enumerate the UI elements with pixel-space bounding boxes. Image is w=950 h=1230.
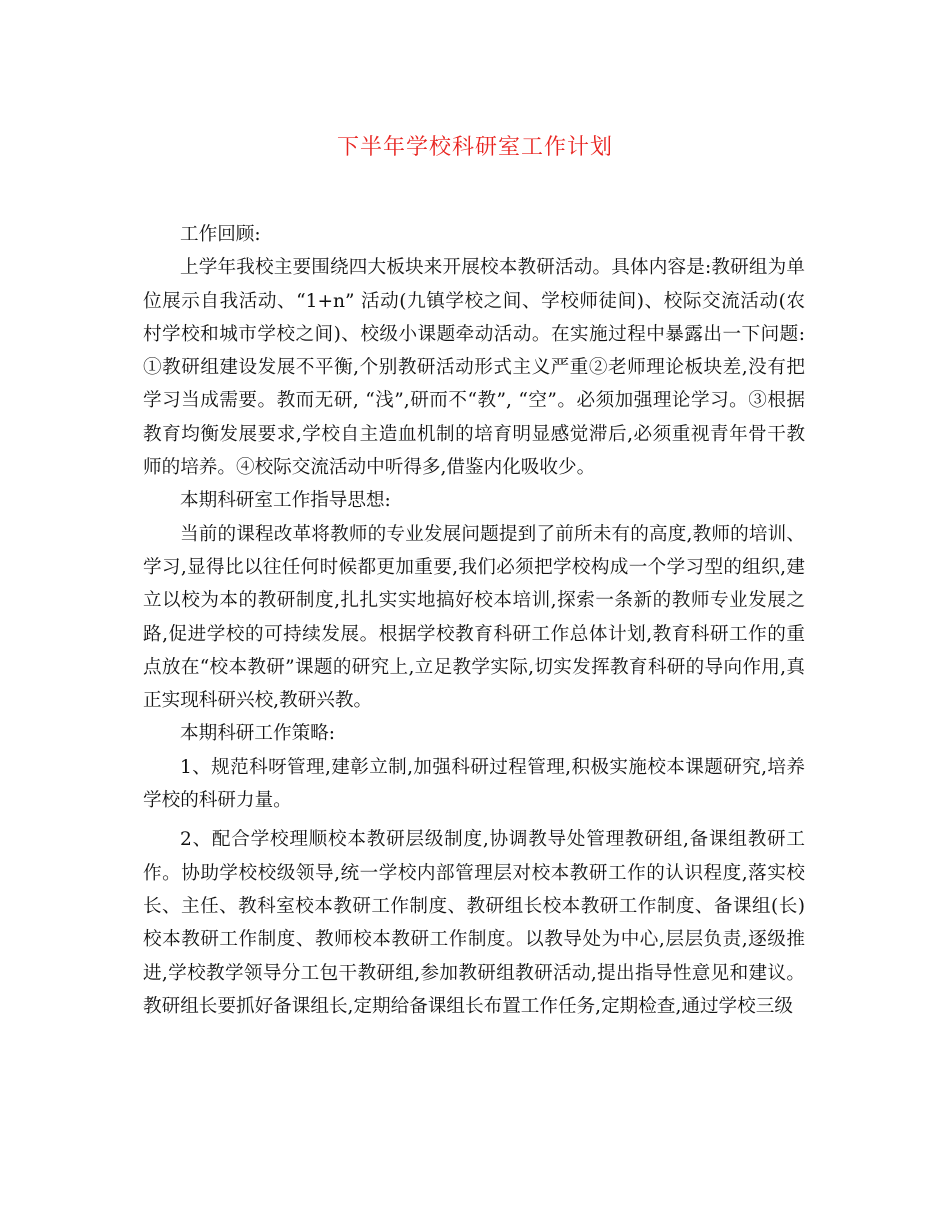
paragraph-review-content: 上学年我校主要围绕四大板块来开展校本教研活动。具体内容是:教研组为单位展示自我活动、“1+n” 活动(九镇学校之间、学校师徒间)、校际交流活动(农村学校和城市学校之间)、校级小课题牵动活动。在实施过程中暴露出一下问题:①教研组建设发展不平衡,个别教研活动形式主义严重②老师理论板块差,没有把学习当成需要。教而无研, “浅”,研而不“教”, “空”。必须加强理论学习。③根据教育均衡发展要求,学校自主造血机制的培育明显感觉滞后,必须重视青年骨干教师的培养。④校际交流活动中听得多,借鉴内化吸收少。 — [143, 257, 805, 479]
paragraph-strategy-item-1: 1、规范科呀管理,建彰立制,加强科研过程管理,积极实施校本课题研究,培养学校的科研力量。 — [143, 756, 805, 812]
paragraph-guiding-content: 当前的课程改革将教师的专业发展问题提到了前所未有的高度,教师的培训、学习,显得比以往任何时候都更加重要,我们必须把学校构成一个学习型的组织,建立以校为本的教研制度,扎扎实实地搞好校本培训,探索一条新的教师专业发展之路,促进学校的可持续发展。根据学校教育科研工作总体计划,教育科研工作的重点放在“校本教研”课题的研究上,立足教学实际,切实发挥教育科研的导向作用,真正实现科研兴校,教研兴教。 — [143, 523, 805, 712]
document-title: 下半年学校科研室工作计划 — [336, 135, 613, 160]
paragraph-strategy-item-2: 2、配合学校理顺校本教研层级制度,协调教导处管理教研组,备课组教研工作。协助学校校级领导,统一学校内部管理层对校本教研工作的认识程度,落实校长、主任、教科室校本教研工作制度、教研组长校本教研工作制度、备课组(长)校本教研工作制度、教师校本教研工作制度。以教导处为中心,层层负责,逐级推进,学校教学领导分工包干教研组,参加教研组教研活动,提出指导性意见和建议。教研组长要抓好备课组长,定期给备课组长布置工作任务,定期检查,通过学校三级 — [143, 829, 805, 1017]
document-body — [143, 218, 805, 1023]
paragraph-review-heading: 工作回顾: — [180, 224, 261, 245]
paragraph-guiding-heading: 本期科研室工作指导思想: — [180, 490, 391, 512]
paragraph-strategy-heading: 本期科研工作策略: — [180, 723, 336, 745]
